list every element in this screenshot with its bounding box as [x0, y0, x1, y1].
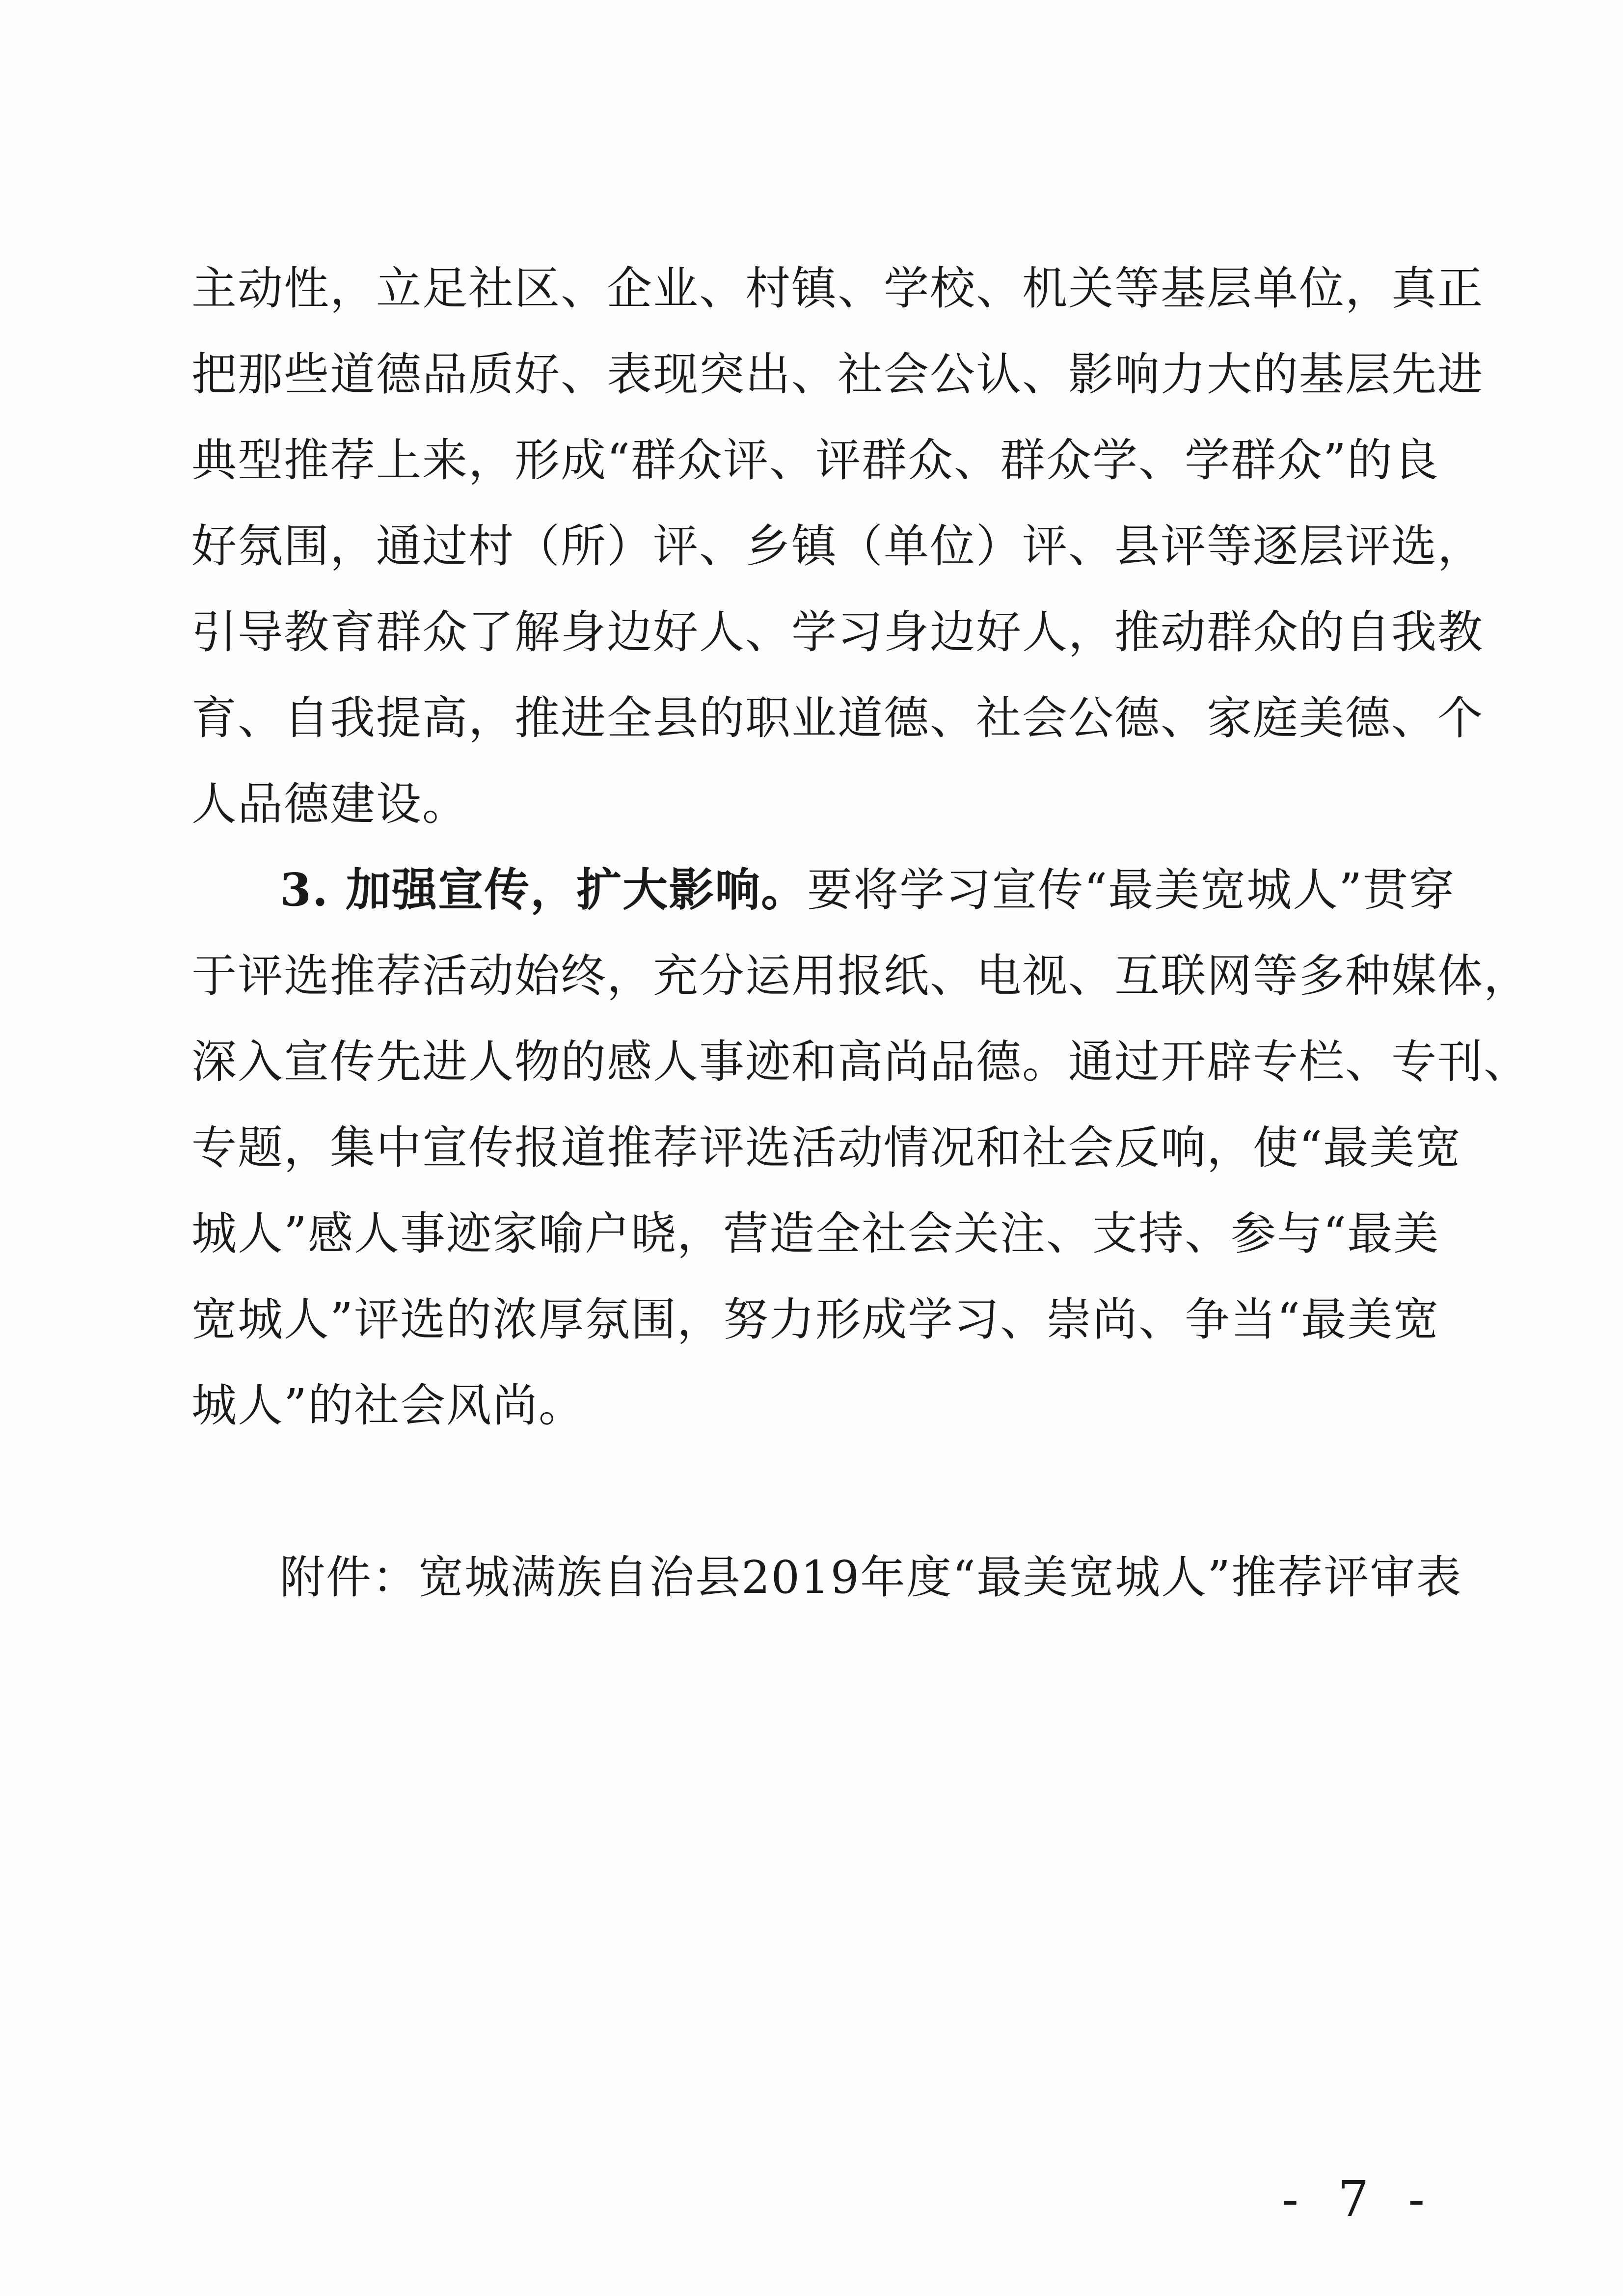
paragraph-community-selection: [191, 246, 1484, 847]
text-line: 于评选推荐活动始终，充分运用报纸、电视、互联网等多种媒体，: [191, 950, 1530, 1002]
text-line: 育、自我提高，推进全县的职业道德、社会公德、家庭美德、个: [191, 692, 1484, 744]
attachment-note: 附件：宽城满族自治县2019年度“最美宽城人”推荐评审表: [280, 1551, 1462, 1604]
text-line: 好氛围，通过村（所）评、乡镇（单位）评、县评等逐层评选，: [191, 520, 1484, 573]
text-line: [191, 847, 1456, 933]
text-run: 要将学习宣传“最美宽城人”贯穿: [807, 864, 1456, 916]
section-heading: 3. 加强宣传，扩大影响。: [280, 863, 808, 916]
text-line: 城人”感人事迹家喻户晓，营造全社会关注、支持、参与“最美: [191, 1207, 1440, 1260]
text-line: 宽城人”评选的浓厚氛围，努力形成学习、崇尚、争当“最美宽: [191, 1293, 1440, 1346]
text-line: 专题，集中宣传报道推荐评选活动情况和社会反响，使“最美宽: [191, 1121, 1462, 1174]
text-line: 引导教育群众了解身边好人、学习身边好人，推动群众的自我教: [191, 606, 1484, 658]
text-line: 典型推荐上来，形成“群众评、评群众、群众学、学群众”的良: [191, 434, 1440, 487]
text-line: 城人”的社会风尚。: [191, 1379, 585, 1432]
page-number: - 7 -: [1282, 2170, 1436, 2228]
text-line: 主动性，立足社区、企业、村镇、学校、机关等基层单位，真正: [191, 262, 1484, 315]
text-line: 深入宣传先进人物的感人事迹和高尚品德。通过开辟专栏、专刊、: [191, 1036, 1530, 1088]
body-text: [191, 246, 1530, 1620]
text-line: 把那些道德品质好、表现突出、社会公认、影响力大的基层先进: [191, 348, 1484, 401]
text-line: 人品德建设。: [191, 778, 469, 830]
spacer: [191, 1449, 1438, 1534]
paragraph-publicity: [191, 847, 1530, 1449]
